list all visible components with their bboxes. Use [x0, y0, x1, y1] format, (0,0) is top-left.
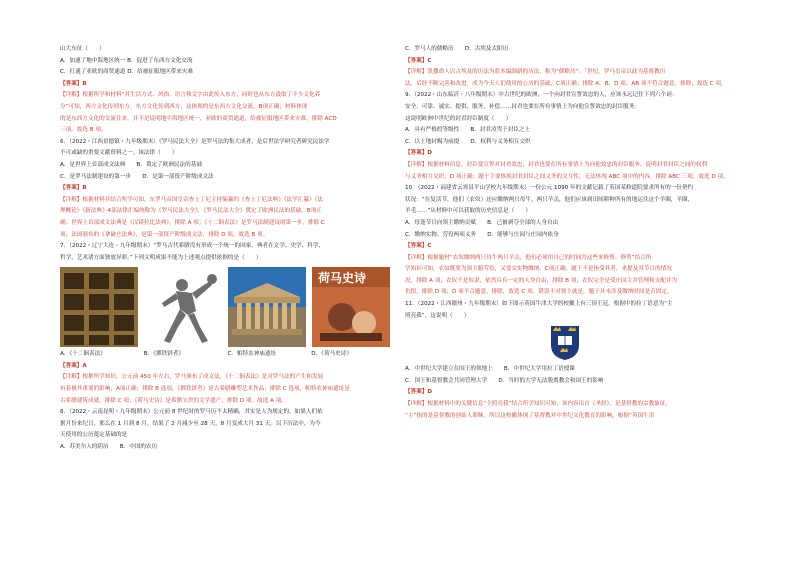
explanation-line: 【详解】根据材料信息，封臣要宣誓对封君效忠，封君也要在所有事情上为向他效忠的封臣服务，说明封君封臣之间的权利 — [405, 161, 708, 168]
answer-label: 【答案】A — [60, 362, 87, 369]
q5-tail: 山大东征（ ） — [60, 46, 105, 52]
answer-label: 【答案】C — [405, 243, 432, 250]
q11-stem: 照亮我”，这说明（ ） — [405, 312, 470, 319]
q8-option-ab: A．苏美尔人的阴历 B．中国的农历 — [60, 444, 158, 451]
q11-option-cd: C．国王和基督教会共同管理大学 D．当时的大学无法脱离教会和国王的影响 — [405, 377, 604, 384]
q9-option-cd: C．以土地封赐为前提 D．权利与义务相互交织 — [405, 138, 531, 145]
caption-c: C．帕特农神庙遗址 — [227, 351, 277, 358]
q6-option-ab: A．是世界上首部成文法典 B．奠定了欧洲民法的基础 — [60, 161, 202, 168]
q10-stem: 状况：“在复活节，他们（农奴）还应缴纳两只母牛，两只羊羔，他们应该到田间耕种所有的地运往这个羊圈，羊圈， — [405, 196, 694, 203]
explanation-line: 的是东西方文化的交流往来，并不是说明地中海地区统一，亚欧的商贸通道，给被征服地区带来灾难，排除 ACD — [60, 115, 337, 122]
answer-label: 【答案】D — [405, 150, 433, 157]
q5-option-ab: A．加速了地中海地区统一 B．促进了东西方文化交流 — [60, 57, 193, 64]
q10-option-ab: A．每逢节日向领主缴纳贡赋 B．已被剥夺全部的人身自由 — [405, 219, 559, 226]
q7-image-row — [60, 267, 395, 347]
left-column — [60, 44, 395, 454]
q8-stem: 8．（2022・云南昆明・九年级期末）公元前 8 世纪时的罗马历不太精确，其实是人为规定的。如果人们依 — [60, 409, 323, 416]
explanation-line: 【详解】根据材料中的关键信息“主照亮我”结合所学知识可知，该内容出自《圣经》，是基督教的宗教象征， — [405, 401, 671, 408]
explanation-line: 【详解】根据材料并结合所学可知，东罗马帝国皇帝查士丁尼主持编纂的《查士丁尼法典》《法学汇纂》《法 — [60, 196, 323, 203]
homer-epic-book-image — [312, 267, 390, 347]
explanation-line: 况，排除 A 项；农奴不是奴隶，依然具有一定的人身自由，排除 B 项；农奴完全是受庄园主并管理和支配并为 — [405, 277, 678, 284]
explanation-line: 理概论》《新法典》4部法律汇编统称为《罗马民法大全》，《罗马民法大全》奠定了欧洲民法的基础，B项正 — [60, 208, 322, 215]
caption-b: B．《掷铁饼者》 — [143, 351, 184, 358]
q5-option-cd: C．打通了亚欧的商贸通道 D．给被征服地区带来灾难 — [60, 69, 194, 76]
q9-stem: 这说明欧洲中世纪的封君封臣制度（ ） — [405, 115, 512, 122]
q9-stem: 安全、可靠、诚实、提供、服务、补偿……封君也要在所有事情上为向他宣誓效忠的封臣服务。 — [405, 103, 640, 110]
explanation-line: 分”可知，西方文化传到东方，东方文化传到西方，这体现的是东西方文化交流，B项正确；材料体现 — [60, 103, 308, 110]
explanation-line: 有着极其重要的影响，A项正确；排除 B 选项，《掷铁饼者》是古希腊雕塑艺术作品；排除 C 选项，帕特农神庙遗址是 — [60, 386, 350, 393]
q8-stem: 天使用的公历奠定基础的是 — [60, 432, 128, 439]
q8-stem: 据月份来纪日，那么在 1 月到 8 月，结果了 2 月减少至 28 天，8 月变成大月 31 天。以下历法中，为今 — [60, 420, 321, 427]
explanation-line: 与义务相互交织，D 项正确；题干主要体现封君封臣之间义务的交互性，无法体现 ABC 项中的内容，排除 ABC 三项。故选 D 项。 — [405, 173, 729, 180]
q8-option-cd: C．罗马人的儒略历 D．古埃及太阳历 — [405, 46, 509, 52]
right-column — [405, 44, 740, 422]
explanation-line: 古希腊建筑成就，排除 C 项；《荷马史诗》是希腊宝贵的文学遗产，排除 D 项。故选 A 项。 — [60, 397, 287, 404]
answer-label: 【答案】B — [60, 185, 87, 192]
explanation-line: 【详解】凯撒命人以古埃及的历法为蓝本编制新的历法，称为“儒略历”。「世纪，罗马皇帝以此为基督教历 — [405, 69, 666, 76]
q6-option-cd: C．是罗马法制建设的第一步 D．是第一部资产阶级成文法 — [60, 173, 214, 180]
answer-label: 【答案】C — [405, 57, 432, 64]
q9-option-ab: A．具有严格的等级性 B．封君凌驾于封臣之上 — [405, 127, 531, 134]
q7-stem: 7．（2022・辽宁大连・九年级期末）“罗马古代希腊没有形成一个统一的国家。典者在文学、史学、科学、 — [60, 243, 325, 250]
parthenon-image — [228, 267, 306, 347]
q6-stem: 不可或缺的重要文献资料之一。该法律（ ） — [60, 150, 178, 157]
explanation-line: 三项。故选 B 项。 — [60, 127, 107, 134]
twelve-tables-image — [60, 267, 138, 347]
q11-option-ab: A．中世纪大学建立在国王的领地上 B．中世纪大学用拉丁语授课 — [405, 366, 575, 373]
explanation-line: 法，后经不断完善和改进，成为今天人们使用的公历的基础，C项正确；排除 A、B、D 项；AB 项不符合题意，排除；故选 C 项。 — [405, 80, 727, 87]
q10-stem: 羊毛……”从材料中可以获取的历史信息是（ ） — [405, 208, 531, 215]
explanation-line: 项；法国颁布的《拿破仑法典》，是第一部资产阶级成文法，排除 D 项。故选 B 项。 — [60, 231, 269, 238]
answer-label: 【答案】B — [60, 80, 87, 87]
caption-d: D．《荷马史诗》 — [311, 351, 352, 358]
explanation-line: “主”指的是基督教的创始人耶稣。所以这校徽体现了基督教对中世纪文化教育的影响，根据“英国牛津 — [405, 412, 655, 419]
q10-option-cd: C．缴纳实物、劳役两项义务 D．能够与庄园与庄园内依身 — [405, 231, 559, 238]
oxford-emblem-image — [550, 325, 580, 361]
explanation-line: 学知识可知，农奴既要为领主服劳役，又要交实物缴纳，C项正确；题干不是指受其者，来提及其节日的情况 — [405, 266, 672, 273]
book-title: 荷马史诗 — [318, 271, 367, 286]
q10-stem: 10．（2022・福建省云霄县平山学校九年级期末）一份公元 1090 年的文献记载了英国某修道院要求所有的一份契约 — [405, 185, 694, 192]
explanation-line: 【详解】根据所学和材料“其生活方式、风俗、语言和文字由此传入东方，同时也从东方汲取了不少文化养 — [60, 92, 321, 99]
q11-stem: 11．（2022・江西赣州・九年级期末）如下图示英国牛津大学的校徽上有三顶王冠，根据中的拉丁语意为“主 — [405, 301, 673, 308]
q7-captions — [60, 349, 395, 361]
q6-stem: 6．（2022・江西景德镇・九年级期末）《罗马民法大全》是罗马法的集大成者，是后世法学研究者研究民法学 — [60, 138, 330, 145]
discobolus-image — [144, 267, 222, 347]
q9-stem: 9．（2022・山东临沂・八年级期末）中古世纪的欧洲，一个向封君宣誓效忠的人，应该永远记住下列六个词： — [405, 92, 678, 99]
caption-a: A．《十二铜表法》 — [60, 351, 106, 358]
q7-stem: 哲学、艺术诸方面独放异彩。”下列文明成果不能为上述观点提供依据的是（ ） — [60, 254, 262, 261]
answer-label: 【答案】D — [405, 389, 433, 396]
explanation-line: 【详解】根据所学知识，公元前 450 年左右，罗马颁布了成文法，《十二铜表法》是对罗马法的产生和发展 — [60, 374, 324, 381]
explanation-line: 【详解】根据题材“农奴缴纳两只母牛两只羊羔，他们必须用自己的时间为这些来修剪、修剪”结合所 — [405, 254, 652, 261]
explanation-line: 确；世界上首部成文法典是《汉谟拉比法典》，排除 A 项；《十二铜表法》是罗马法制建设的第一步，排除 C — [60, 219, 325, 226]
explanation-line: 仇恨，排除 D 项；D 项不合题意，排除，故选 C 项。错误不对领主就是，题干并未涉及缴纳时间是否固定。 — [405, 289, 673, 296]
